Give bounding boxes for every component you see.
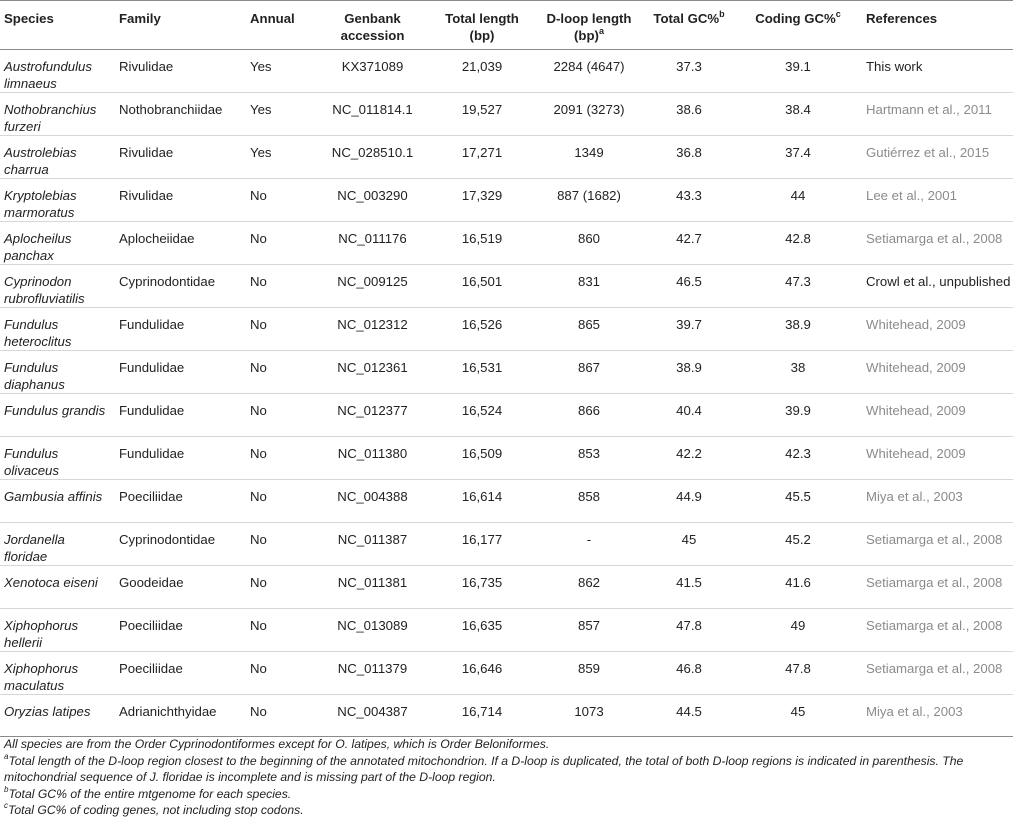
cell-coding-gc: 45.5	[734, 480, 862, 523]
cell-reference[interactable]: Setiamarga et al., 2008	[862, 609, 1013, 652]
cell-coding-gc: 42.8	[734, 222, 862, 265]
column-header-references	[862, 1, 1013, 50]
table-row	[0, 523, 1013, 566]
footnote	[4, 802, 1009, 819]
cell-total-length: 16,509	[430, 437, 534, 480]
cell-family: Poeciliidae	[115, 480, 246, 523]
cell-coding-gc: 38	[734, 351, 862, 394]
table-row	[0, 351, 1013, 394]
cell-dloop: 853	[534, 437, 644, 480]
cell-species: Austrofundulus limnaeus	[0, 50, 115, 93]
cell-total-length: 16,501	[430, 265, 534, 308]
cell-species: Aplocheilus panchax	[0, 222, 115, 265]
cell-family: Rivulidae	[115, 179, 246, 222]
cell-dloop: 2284 (4647)	[534, 50, 644, 93]
table-row	[0, 50, 1013, 93]
column-header-dloop-length	[534, 1, 644, 50]
cell-total-gc: 47.8	[644, 609, 734, 652]
cell-total-gc: 44.9	[644, 480, 734, 523]
cell-coding-gc: 47.3	[734, 265, 862, 308]
footnote-marker: a	[4, 751, 9, 761]
table-row	[0, 265, 1013, 308]
footnote-text: Total GC% of coding genes, not including stop codons.	[8, 803, 304, 818]
cell-family: Rivulidae	[115, 136, 246, 179]
table-row	[0, 179, 1013, 222]
cell-total-gc: 43.3	[644, 179, 734, 222]
column-header-coding-gc	[734, 1, 862, 50]
cell-total-length: 16,524	[430, 394, 534, 437]
cell-annual: Yes	[246, 136, 315, 179]
cell-annual: No	[246, 566, 315, 609]
cell-coding-gc: 41.6	[734, 566, 862, 609]
cell-total-length: 16,714	[430, 695, 534, 737]
cell-accession: NC_003290	[315, 179, 430, 222]
cell-annual: No	[246, 179, 315, 222]
cell-family: Fundulidae	[115, 351, 246, 394]
cell-total-gc: 42.2	[644, 437, 734, 480]
cell-accession: NC_012377	[315, 394, 430, 437]
column-header-label: Family	[119, 11, 161, 26]
cell-total-gc: 38.9	[644, 351, 734, 394]
footnote-text: All species are from the Order Cyprinodontiformes except for O. latipes, which is Order Beloniformes.	[4, 737, 550, 751]
cell-species: Jordanella floridae	[0, 523, 115, 566]
cell-total-gc: 41.5	[644, 566, 734, 609]
cell-species: Fundulus olivaceus	[0, 437, 115, 480]
cell-total-length: 16,526	[430, 308, 534, 351]
cell-species: Cyprinodon rubrofluviatilis	[0, 265, 115, 308]
footnote	[4, 736, 1009, 753]
cell-species: Oryzias latipes	[0, 695, 115, 737]
cell-reference[interactable]: Miya et al., 2003	[862, 480, 1013, 523]
cell-coding-gc: 39.9	[734, 394, 862, 437]
cell-total-length: 16,531	[430, 351, 534, 394]
cell-total-length: 16,735	[430, 566, 534, 609]
table-footnotes	[4, 736, 1009, 819]
cell-dloop: 2091 (3273)	[534, 93, 644, 136]
table-row	[0, 609, 1013, 652]
cell-reference[interactable]: Whitehead, 2009	[862, 394, 1013, 437]
cell-total-gc: 46.5	[644, 265, 734, 308]
cell-reference[interactable]: Setiamarga et al., 2008	[862, 523, 1013, 566]
column-header-label: Annual	[250, 11, 295, 26]
cell-accession: NC_004387	[315, 695, 430, 737]
column-header-label: Coding GC%	[755, 11, 836, 26]
cell-coding-gc: 49	[734, 609, 862, 652]
footnote	[4, 786, 1009, 803]
cell-species: Fundulus diaphanus	[0, 351, 115, 394]
cell-total-length: 21,039	[430, 50, 534, 93]
cell-total-length: 16,646	[430, 652, 534, 695]
column-header-label: Species	[4, 11, 54, 26]
column-header-label: D-loop length (bp)	[546, 11, 632, 43]
column-header-label: Total length (bp)	[445, 11, 519, 43]
cell-coding-gc: 37.4	[734, 136, 862, 179]
cell-reference[interactable]: Setiamarga et al., 2008	[862, 566, 1013, 609]
cell-accession: NC_011380	[315, 437, 430, 480]
cell-total-length: 16,614	[430, 480, 534, 523]
cell-dloop: 857	[534, 609, 644, 652]
cell-dloop: 1073	[534, 695, 644, 737]
table-row	[0, 93, 1013, 136]
table-row	[0, 308, 1013, 351]
table-row	[0, 566, 1013, 609]
cell-reference[interactable]: Setiamarga et al., 2008	[862, 222, 1013, 265]
table-row	[0, 480, 1013, 523]
cell-family: Poeciliidae	[115, 652, 246, 695]
cell-accession: NC_011381	[315, 566, 430, 609]
table-row	[0, 136, 1013, 179]
column-header-genbank-accession	[315, 1, 430, 50]
cell-dloop: -	[534, 523, 644, 566]
cell-accession: NC_012312	[315, 308, 430, 351]
cell-family: Rivulidae	[115, 50, 246, 93]
cell-annual: No	[246, 222, 315, 265]
cell-dloop: 865	[534, 308, 644, 351]
column-header-species	[0, 1, 115, 50]
cell-total-length: 16,177	[430, 523, 534, 566]
cell-accession: NC_011379	[315, 652, 430, 695]
cell-coding-gc: 38.9	[734, 308, 862, 351]
cell-species: Nothobranchius furzeri	[0, 93, 115, 136]
cell-annual: Yes	[246, 50, 315, 93]
cell-dloop: 1349	[534, 136, 644, 179]
table-body	[0, 50, 1013, 737]
cell-species: Gambusia affinis	[0, 480, 115, 523]
footnote-marker: b	[4, 784, 9, 794]
cell-coding-gc: 45	[734, 695, 862, 737]
table-row	[0, 652, 1013, 695]
table-row	[0, 437, 1013, 480]
footnote-marker: c	[835, 8, 841, 19]
cell-annual: No	[246, 695, 315, 737]
footnote-marker: a	[598, 25, 604, 36]
cell-accession: NC_028510.1	[315, 136, 430, 179]
cell-dloop: 858	[534, 480, 644, 523]
cell-family: Poeciliidae	[115, 609, 246, 652]
cell-accession: NC_011814.1	[315, 93, 430, 136]
column-header-label: Genbank accession	[340, 11, 405, 43]
cell-total-length: 16,635	[430, 609, 534, 652]
table-row	[0, 394, 1013, 437]
cell-species: Xiphophorus maculatus	[0, 652, 115, 695]
cell-species: Fundulus heteroclitus	[0, 308, 115, 351]
footnote	[4, 753, 1009, 786]
cell-total-gc: 45	[644, 523, 734, 566]
footnote-text: Total length of the D-loop region closest to the beginning of the annotated mitochondrion. If a D-loop is duplicated, the total of both D-loop regions is indicated in parenthesis. The mitochondrial sequence of J. floridae is incomplete and is missing part of the D-loop region.	[4, 753, 964, 785]
table-row	[0, 222, 1013, 265]
footnote-text: Total GC% of the entire mtgenome for each species.	[8, 786, 292, 801]
cell-family: Nothobranchiidae	[115, 93, 246, 136]
cell-dloop: 867	[534, 351, 644, 394]
cell-accession: NC_011387	[315, 523, 430, 566]
cell-reference[interactable]: Gutiérrez et al., 2015	[862, 136, 1013, 179]
cell-coding-gc: 45.2	[734, 523, 862, 566]
cell-annual: No	[246, 609, 315, 652]
column-header-total-gc	[644, 1, 734, 50]
cell-coding-gc: 47.8	[734, 652, 862, 695]
cell-family: Cyprinodontidae	[115, 265, 246, 308]
column-header-annual	[246, 1, 315, 50]
cell-family: Cyprinodontidae	[115, 523, 246, 566]
cell-species: Fundulus grandis	[0, 394, 115, 437]
cell-total-gc: 37.3	[644, 50, 734, 93]
cell-dloop: 860	[534, 222, 644, 265]
cell-accession: NC_013089	[315, 609, 430, 652]
footnote-marker: c	[4, 801, 8, 811]
cell-total-length: 17,271	[430, 136, 534, 179]
cell-coding-gc: 38.4	[734, 93, 862, 136]
cell-coding-gc: 42.3	[734, 437, 862, 480]
cell-coding-gc: 39.1	[734, 50, 862, 93]
cell-accession: NC_009125	[315, 265, 430, 308]
cell-reference[interactable]: Whitehead, 2009	[862, 308, 1013, 351]
cell-reference[interactable]: Miya et al., 2003	[862, 695, 1013, 737]
cell-annual: Yes	[246, 93, 315, 136]
cell-reference[interactable]: Setiamarga et al., 2008	[862, 652, 1013, 695]
cell-total-gc: 36.8	[644, 136, 734, 179]
cell-accession: NC_004388	[315, 480, 430, 523]
cell-total-gc: 46.8	[644, 652, 734, 695]
cell-annual: No	[246, 394, 315, 437]
cell-annual: No	[246, 523, 315, 566]
table-header-row	[0, 1, 1013, 50]
cell-reference[interactable]: Hartmann et al., 2011	[862, 93, 1013, 136]
column-header-label: Total GC%	[653, 11, 720, 26]
cell-total-gc: 44.5	[644, 695, 734, 737]
cell-reference[interactable]: Whitehead, 2009	[862, 437, 1013, 480]
cell-annual: No	[246, 652, 315, 695]
cell-accession: KX371089	[315, 50, 430, 93]
cell-total-gc: 39.7	[644, 308, 734, 351]
cell-dloop: 831	[534, 265, 644, 308]
cell-annual: No	[246, 351, 315, 394]
column-header-label: References	[866, 11, 938, 26]
cell-total-gc: 38.6	[644, 93, 734, 136]
cell-reference[interactable]: Lee et al., 2001	[862, 179, 1013, 222]
cell-species: Xiphophorus hellerii	[0, 609, 115, 652]
cell-reference: Crowl et al., unpublished	[862, 265, 1013, 308]
cell-total-length: 17,329	[430, 179, 534, 222]
cell-total-gc: 42.7	[644, 222, 734, 265]
cell-annual: No	[246, 437, 315, 480]
footnote-marker: b	[719, 8, 725, 19]
cell-dloop: 862	[534, 566, 644, 609]
cell-total-gc: 40.4	[644, 394, 734, 437]
cell-family: Fundulidae	[115, 394, 246, 437]
cell-family: Adrianichthyidae	[115, 695, 246, 737]
table-row	[0, 695, 1013, 737]
cell-reference[interactable]: Whitehead, 2009	[862, 351, 1013, 394]
cell-dloop: 866	[534, 394, 644, 437]
cell-family: Aplocheiidae	[115, 222, 246, 265]
cell-accession: NC_012361	[315, 351, 430, 394]
cell-annual: No	[246, 480, 315, 523]
cell-family: Fundulidae	[115, 437, 246, 480]
cell-species: Austrolebias charrua	[0, 136, 115, 179]
cell-total-length: 16,519	[430, 222, 534, 265]
cell-dloop: 887 (1682)	[534, 179, 644, 222]
column-header-family	[115, 1, 246, 50]
cell-coding-gc: 44	[734, 179, 862, 222]
cell-total-length: 19,527	[430, 93, 534, 136]
cell-species: Xenotoca eiseni	[0, 566, 115, 609]
cell-dloop: 859	[534, 652, 644, 695]
column-header-total-length	[430, 1, 534, 50]
cell-species: Kryptolebias marmoratus	[0, 179, 115, 222]
cell-annual: No	[246, 265, 315, 308]
cell-family: Goodeidae	[115, 566, 246, 609]
cell-reference: This work	[862, 50, 1013, 93]
cell-annual: No	[246, 308, 315, 351]
cell-accession: NC_011176	[315, 222, 430, 265]
cell-family: Fundulidae	[115, 308, 246, 351]
